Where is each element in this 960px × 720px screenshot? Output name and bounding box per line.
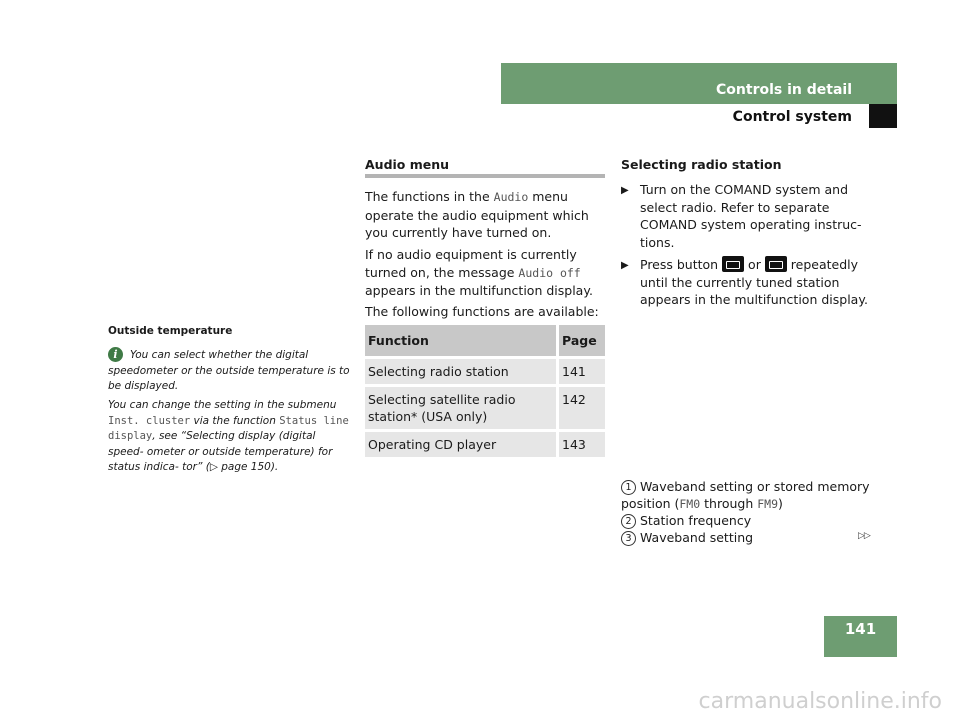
legend-item: 3 Waveband setting bbox=[621, 529, 881, 546]
continue-icon: ▷▷ bbox=[858, 531, 870, 541]
radio-heading: Selecting radio station bbox=[621, 157, 782, 172]
page-number: 141 bbox=[844, 620, 877, 638]
subsection-title: Control system bbox=[732, 109, 852, 125]
functions-table bbox=[365, 325, 605, 457]
step-marker-icon: ▶ bbox=[621, 185, 629, 196]
step-marker-icon: ▶ bbox=[621, 260, 629, 271]
instruction-step bbox=[621, 256, 881, 309]
instruction-step bbox=[621, 181, 881, 251]
right-arrow-button-icon bbox=[765, 256, 787, 272]
function-cell: Operating CD player bbox=[365, 429, 559, 457]
callout-number: 3 bbox=[621, 531, 636, 546]
column-header-page: Page bbox=[559, 325, 605, 356]
left-arrow-button-icon bbox=[722, 256, 744, 272]
table-row bbox=[365, 384, 605, 429]
callout-number: 1 bbox=[621, 480, 636, 495]
legend-item: 1 Waveband setting or stored memory position (FM0 through FM9) bbox=[621, 479, 870, 511]
heading-rule bbox=[365, 174, 605, 178]
column-header-function: Function bbox=[365, 325, 559, 356]
table-row bbox=[365, 356, 605, 384]
watermark: carmanualsonline.info bbox=[698, 689, 942, 714]
page-cell: 141 bbox=[559, 356, 605, 384]
step-text: Press button or repeatedly until the currently tuned station appears in the multifunction display. bbox=[640, 257, 868, 307]
info-icon: i bbox=[108, 347, 123, 362]
legend-item: 2 Station frequency bbox=[621, 512, 881, 529]
header-marker bbox=[869, 104, 897, 128]
step-text: Turn on the COMAND system and select radio. Refer to separate COMAND system operating instruc- tions. bbox=[640, 182, 862, 250]
sidebar-title: Outside temperature bbox=[108, 325, 233, 337]
audio-menu-heading: Audio menu bbox=[365, 157, 450, 172]
info-note-setting: You can change the setting in the submenu Inst. cluster via the function Status line display, see “Selecting display (digital speed- ometer or outside temperature) for status indica- tor” (▷ page 150). bbox=[108, 399, 349, 473]
functions-intro: The following functions are available: bbox=[365, 304, 599, 319]
page-cell: 142 bbox=[559, 384, 605, 429]
page-cell: 143 bbox=[559, 429, 605, 457]
callout-number: 2 bbox=[621, 514, 636, 529]
function-cell: Selecting satellite radio station* (USA only) bbox=[365, 384, 559, 429]
section-title: Controls in detail bbox=[716, 82, 852, 98]
audio-off-note: If no audio equipment is currently turned on, the message Audio off appears in the multifunction display. bbox=[365, 247, 593, 298]
audio-intro: The functions in the Audio menu operate the audio equipment which you currently have turned on. bbox=[365, 189, 589, 240]
table-row bbox=[365, 429, 605, 457]
info-note: You can select whether the digital speedometer or the outside temperature is to be displayed. bbox=[108, 349, 350, 392]
function-cell: Selecting radio station bbox=[365, 356, 559, 384]
